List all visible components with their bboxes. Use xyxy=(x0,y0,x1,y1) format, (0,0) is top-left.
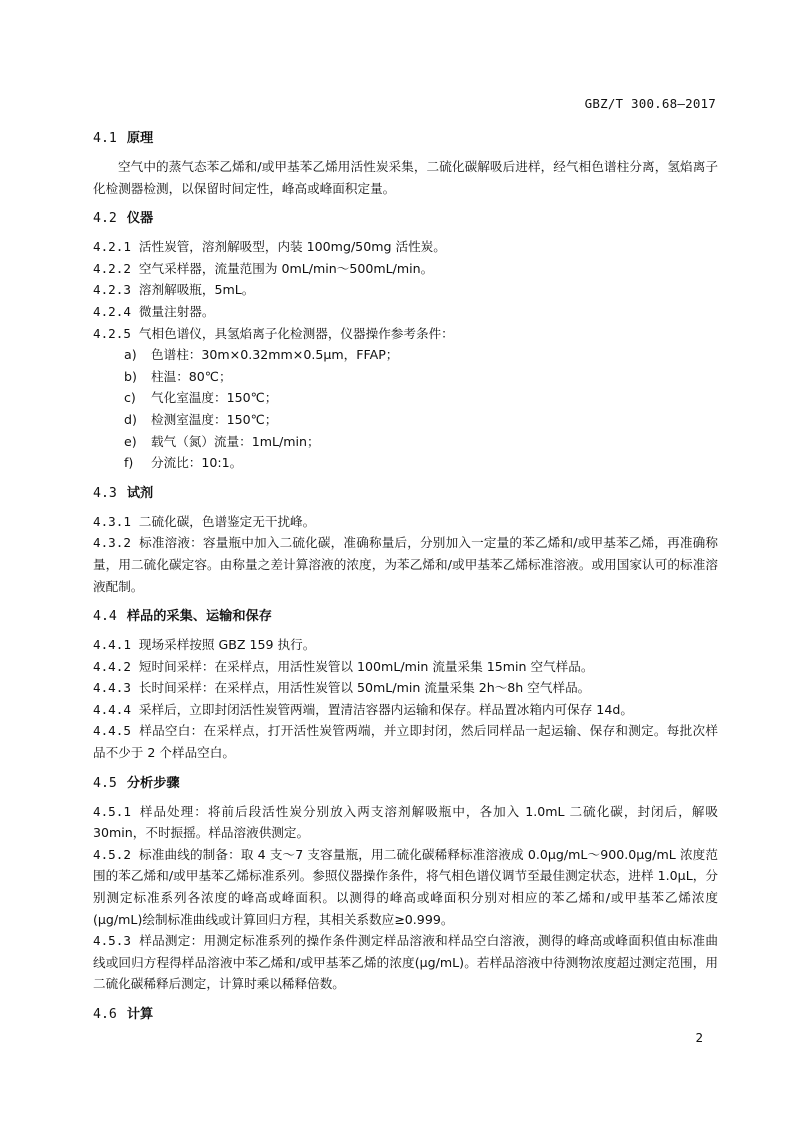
clause-4-5-3: 4.5.3 样品测定：用测定标准系列的操作条件测定样品溶液和样品空白溶液，测得的峰高或峰面积值由标准曲线或回归方程得样品溶液中苯乙烯和/或甲基苯乙烯的浓度(μg/mL)。若样品溶液中待测物浓度超过测定范围，用二硫化碳稀释后测定，计算时乘以稀释倍数。 xyxy=(93,933,718,992)
section-heading-4-2: 4.2 仪器 xyxy=(93,211,154,227)
clause-4-2-5: 4.2.5 气相色谱仪，具氢焰离子化检测器，仪器操作参考条件： xyxy=(93,325,454,341)
section-heading-4-3: 4.3 试剂 xyxy=(93,485,154,501)
standard-code-header: GBZ/T 300.68—2017 xyxy=(584,96,716,111)
section-heading-4-6: 4.6 计算 xyxy=(93,1007,154,1022)
page-number: 2 xyxy=(695,1030,703,1045)
clause-4-5-1: 4.5.1 样品处理：将前后段活性炭分别放入两支溶剂解吸瓶中，各加入 1.0mL 二硫化碳，封闭后，解吸 30min，不时振摇。样品溶液供测定。 xyxy=(93,803,718,841)
section-heading-4-5: 4.5 分析步骤 xyxy=(93,775,180,791)
condition-item: d) 检测室温度：150℃； xyxy=(124,411,278,427)
condition-item: e) 载气（氮）流量：1mL/min； xyxy=(124,433,320,449)
section-heading-4-1: 4.1 原理 xyxy=(93,131,154,146)
clause-4-4-5: 4.4.5 样品空白：在采样点，打开活性炭管两端，并立即封闭，然后同样品一起运输、保存和测定。每批次样品不少于 2 个样品空白。 xyxy=(93,723,718,761)
clause-4-2-2: 4.2.2 空气采样器，流量范围为 0mL/min～500mL/min。 xyxy=(93,260,434,276)
clause-4-5-2: 4.5.2 标准曲线的制备：取 4 支～7 支容量瓶，用二硫化碳稀释标准溶液成 0.0μg/mL～900.0μg/mL 浓度范围的苯乙烯和/或甲基苯乙烯标准系列。参照仪器操作条件，将气相色谱仪调节至最佳测定状态，进样 1.0μL，分别测定标准系列各浓度的峰高或峰面积。以测得的峰高或峰面积分别对相应的苯乙烯和/或甲基苯乙烯浓度(μg/mL)绘制标准曲线或计算回归方程，其相关系数应≥0.999。 xyxy=(93,846,718,927)
condition-item: b) 柱温：80℃； xyxy=(124,368,232,384)
principle-paragraph: 空气中的蒸气态苯乙烯和/或甲基苯乙烯用活性炭采集，二硫化碳解吸后进样，经气相色谱柱分离，氢焰离子化检测器检测，以保留时间定性，峰高或峰面积定量。 xyxy=(93,159,718,196)
clause-4-2-1: 4.2.1 活性炭管，溶剂解吸型，内装 100mg/50mg 活性炭。 xyxy=(93,239,446,255)
clause-4-2-4: 4.2.4 微量注射器。 xyxy=(93,303,215,319)
clause-4-4-1: 4.4.1 现场采样按照 GBZ 159 执行。 xyxy=(93,637,316,653)
clause-4-3-1: 4.3.1 二硫化碳，色谱鉴定无干扰峰。 xyxy=(93,513,316,529)
section-heading-4-4: 4.4 样品的采集、运输和保存 xyxy=(93,609,272,625)
document-body xyxy=(93,128,718,1026)
condition-item: a) 色谱柱：30m×0.32mm×0.5μm，FFAP； xyxy=(124,347,399,363)
clause-4-3-2: 4.3.2 标准溶液：容量瓶中加入二硫化碳，准确称量后，分别加入一定量的苯乙烯和/或甲基苯乙烯，再准确称量，用二硫化碳定容。由称量之差计算溶液的浓度，为苯乙烯和/或甲基苯乙烯标准溶液。或用国家认可的标准溶液配制。 xyxy=(93,535,718,594)
clause-4-4-3: 4.4.3 长时间采样：在采样点，用活性炭管以 50mL/min 流量采集 2h～8h 空气样品。 xyxy=(93,680,591,696)
condition-item: f) 分流比：10:1。 xyxy=(124,455,243,471)
clause-4-2-3: 4.2.3 溶剂解吸瓶，5mL。 xyxy=(93,282,255,298)
clause-4-4-2: 4.4.2 短时间采样：在采样点，用活性炭管以 100mL/min 流量采集 15min 空气样品。 xyxy=(93,658,594,674)
condition-item: c) 气化室温度：150℃； xyxy=(124,390,278,406)
clause-4-4-4: 4.4.4 采样后，立即封闭活性炭管两端，置清洁容器内运输和保存。样品置冰箱内可保存 14d。 xyxy=(93,701,633,717)
